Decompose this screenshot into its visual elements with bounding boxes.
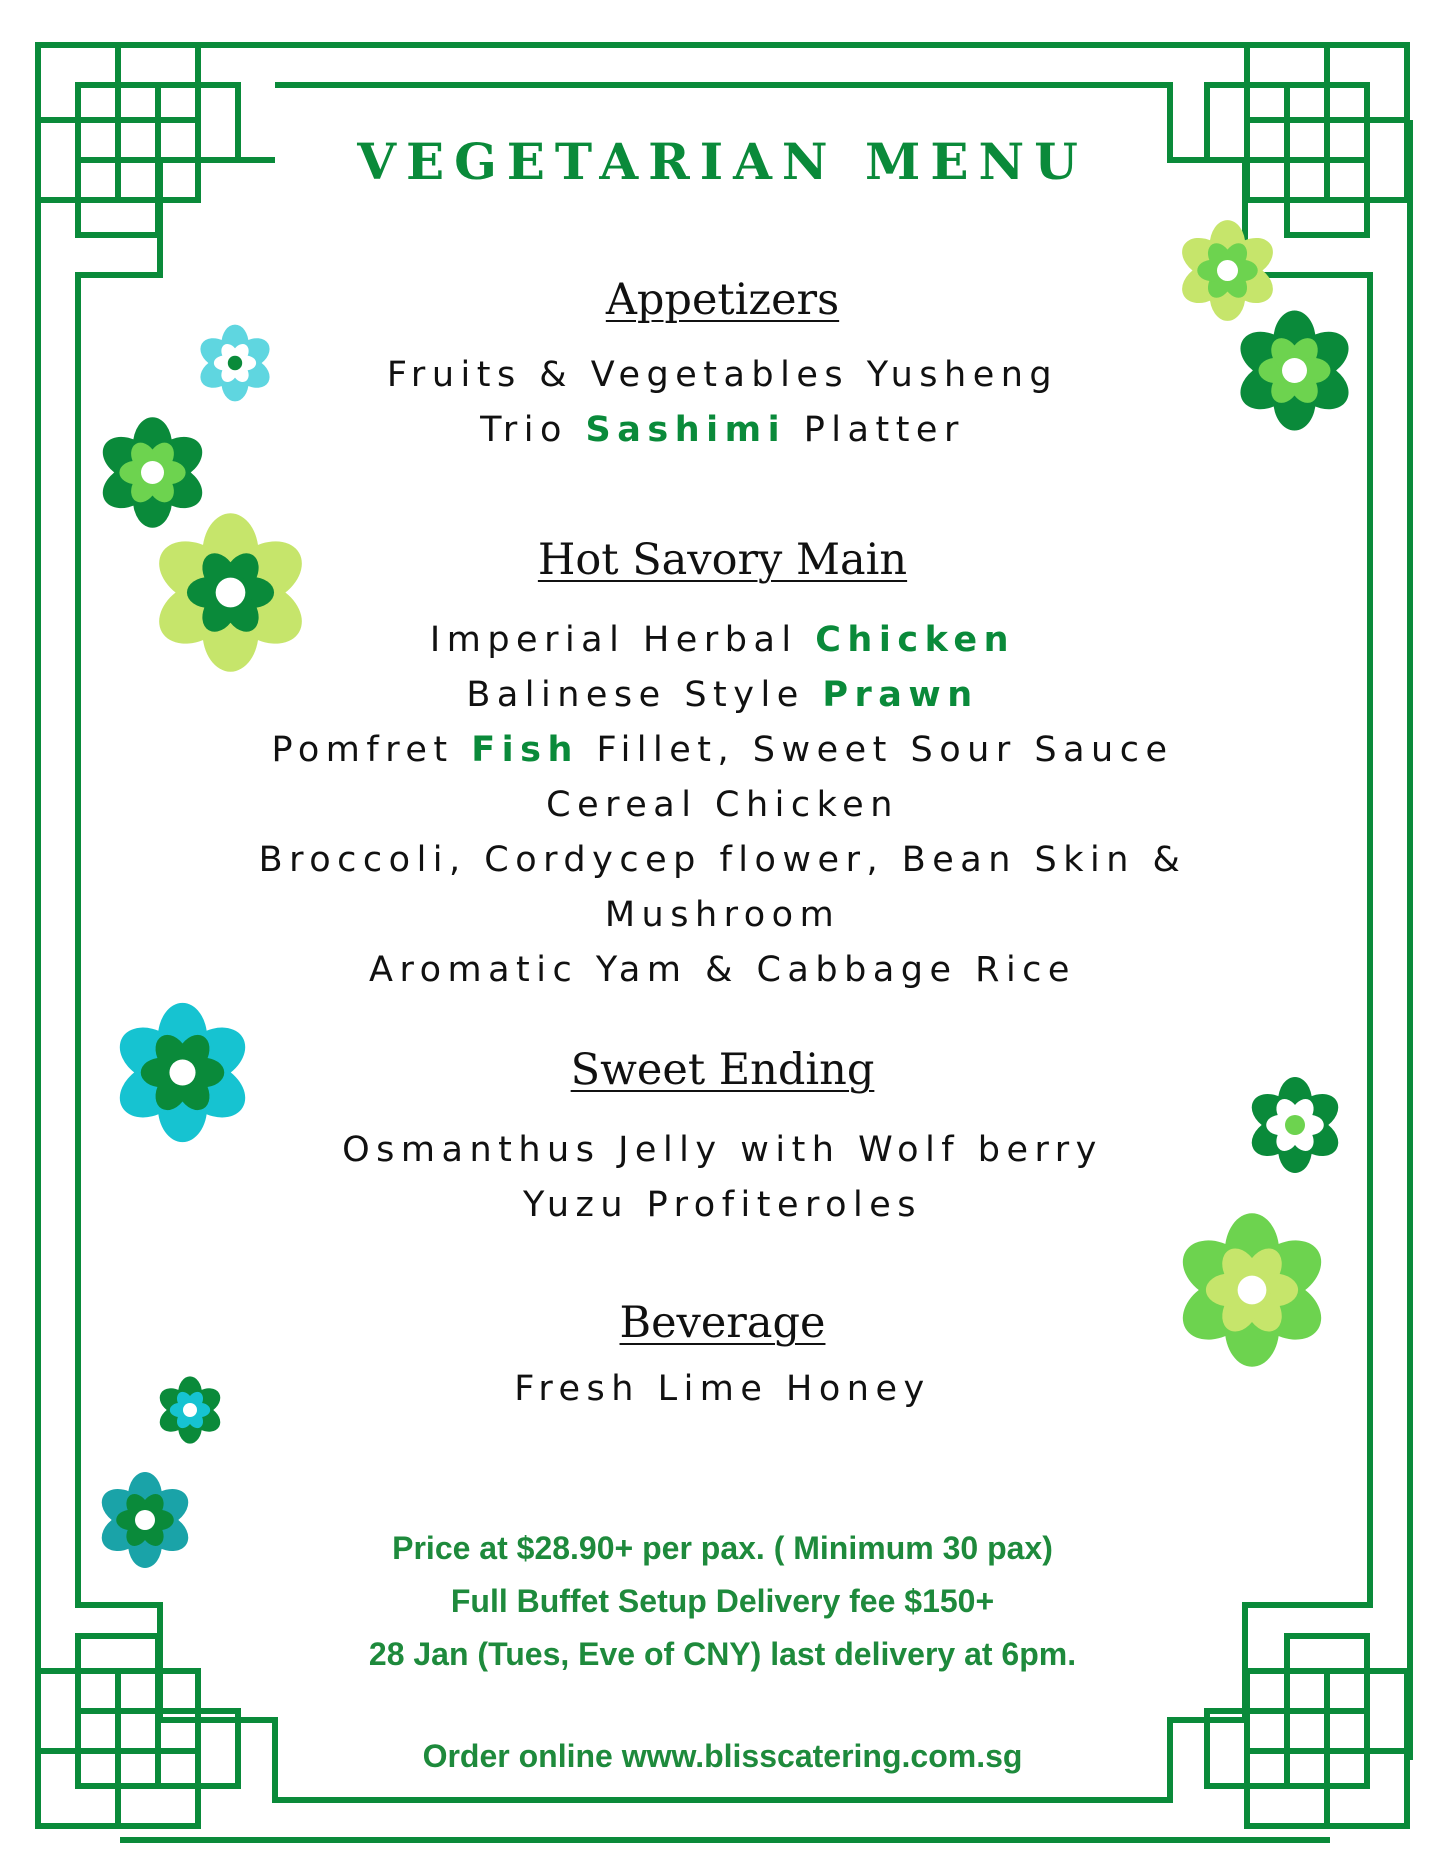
item-text: Fillet, Sweet Sour Sauce [578,730,1174,770]
menu-item [0,833,1445,888]
menu-item [0,723,1445,778]
menu-item [0,943,1445,998]
highlight-word: Prawn [822,675,979,715]
section-title-beverage: Beverage [619,1298,826,1348]
item-text: Fruits & Vegetables Yusheng [386,355,1059,395]
menu-item [0,403,1445,458]
item-text: Osmanthus Jelly with Wolf berry [342,1130,1103,1170]
section-title-hot-savory-main: Hot Savory Main [537,535,908,585]
item-text: Fresh Lime Honey [514,1369,931,1409]
last-delivery-text: 28 Jan (Tues, Eve of CNY) last delivery at 6pm. [368,1636,1077,1672]
menu-item [0,348,1445,403]
menu-title: VEGETARIAN MENU [357,132,1088,191]
sweet-ending-list [0,1123,1445,1233]
item-text: Imperial Herbal [429,620,816,660]
item-text: Yuzu Profiteroles [522,1185,923,1225]
item-text: Mushroom [604,895,841,935]
item-text: Trio [480,410,586,450]
price-text: Price at $28.90+ per pax. ( Minimum 30 pax) [392,1530,1053,1566]
item-text: Platter [786,410,965,450]
menu-item [0,1123,1445,1178]
highlight-word: Fish [471,730,579,770]
menu-item [0,888,1445,943]
menu-item [0,1178,1445,1233]
hot-savory-main-list [0,613,1445,998]
delivery-fee-text: Full Buffet Setup Delivery fee $150+ [450,1583,995,1619]
order-online-text: Order online www.blisscatering.com.sg [422,1738,1023,1774]
menu-item [0,668,1445,723]
order-footer [0,1730,1445,1783]
section-title-sweet-ending: Sweet Ending [570,1045,875,1095]
item-text: Broccoli, Cordycep flower, Bean Skin & [258,840,1187,880]
menu-item [0,1362,1445,1417]
item-text: Aromatic Yam & Cabbage Rice [369,950,1076,990]
highlight-word: Sashimi [585,410,787,450]
footer [0,1522,1445,1681]
beverage-list [0,1362,1445,1417]
highlight-word: Chicken [815,620,1016,660]
item-text: Balinese Style [466,675,823,715]
menu-item [0,613,1445,668]
item-text: Cereal Chicken [546,785,899,825]
appetizers-list [0,348,1445,458]
section-title-appetizers: Appetizers [605,275,840,325]
menu-item [0,778,1445,833]
item-text: Pomfret [271,730,472,770]
